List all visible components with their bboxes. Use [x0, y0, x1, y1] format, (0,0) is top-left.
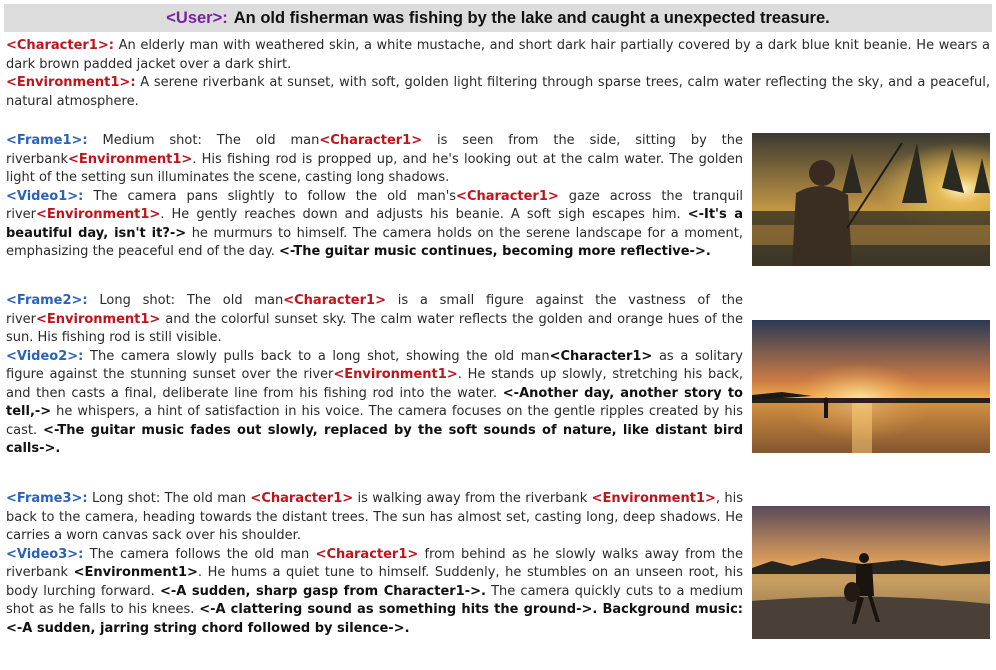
- video-3-sound-cue: <-A clattering sound as something hits the ground->. Background music: <-A sudden, jarring string chord followed by silence->.: [6, 602, 743, 636]
- frame-2-description: [6, 292, 743, 348]
- frame-3-text-c: , his back to the camera, heading towards the distant trees. The sun has almost set, casting long, deep shadows. He carries a worn canvas sack over his shoulder.: [6, 491, 744, 543]
- frame-2-text-a: Long shot: The old man: [87, 293, 284, 308]
- environment-tag: <Environment1>: [67, 151, 193, 167]
- video-2-description: [6, 348, 743, 459]
- environment-definition: [6, 74, 990, 111]
- definitions-block: [6, 37, 990, 111]
- frame-2-label: <Frame2>:: [6, 293, 88, 308]
- video-3-text-b: from behind as he slowly walks away from the riverbank: [6, 546, 743, 580]
- character-tag: <Character1>: [250, 491, 354, 506]
- frame-2-text-c: and the colorful sunset sky. The calm water reflects the golden and orange hues of the sun. His fishing rod is still visible.: [6, 311, 743, 345]
- video-3-text-d: The camera quickly cuts to a medium shot as he falls to his knees.: [6, 583, 744, 617]
- video-2-dialogue: <-Another day, another story to tell,->: [6, 385, 743, 419]
- user-prompt-text: An old fisherman was fishing by the lake and caught a unexpected treasure.: [233, 8, 830, 27]
- video-2-text-d: he whispers, a hint of satisfaction in his voice. The camera focuses on the gentle ripples created by his cast.: [6, 404, 743, 438]
- scene-3-text: [6, 490, 743, 638]
- frame-2-text-b: is a small figure against the vastness of the river: [6, 293, 743, 327]
- frame-1-text-a: Medium shot: The old man: [87, 133, 320, 148]
- environment-tag: <Environment1>: [591, 491, 716, 506]
- user-tag: <User>:: [166, 8, 228, 27]
- frame-1-label: <Frame1>:: [6, 133, 88, 148]
- character-tag: <Character1>: [549, 348, 653, 364]
- scene-1-text: [6, 132, 743, 262]
- video-1-description: [6, 188, 743, 262]
- video-1-music-cue: <-The guitar music continues, becoming more reflective->.: [279, 244, 711, 259]
- frame-1-image: [752, 133, 990, 266]
- character-tag: <Character1>: [283, 293, 386, 308]
- user-prompt-bar: [4, 4, 992, 32]
- environment-tag: <Environment1>: [73, 565, 198, 580]
- frame-3-text-b: is walking away from the riverbank: [353, 491, 592, 506]
- video-2-label: <Video2>:: [6, 348, 84, 364]
- video-1-text-d: he murmurs to himself. The camera holds on the serene landscape for a moment, emphasizing the peaceful end of the day.: [6, 225, 743, 259]
- video-1-label: <Video1>:: [6, 188, 84, 204]
- frame-1-description: [6, 132, 743, 188]
- environment-tag: <Environment1>: [36, 207, 161, 222]
- character-definition: [6, 37, 990, 74]
- video-1-text-a: The camera pans slightly to follow the old man's: [83, 188, 457, 204]
- environment-tag: <Environment1>: [333, 367, 458, 382]
- frame-3-image: [752, 506, 990, 639]
- frame-3-text-a: Long shot: The old man: [87, 491, 251, 506]
- video-3-description: [6, 546, 743, 639]
- video-2-music-cue: <-The guitar music fades out slowly, replaced by the soft sounds of nature, like distant bird calls->.: [6, 422, 743, 456]
- scene-2-text: [6, 292, 743, 459]
- environment-description: A serene riverbank at sunset, with soft, golden light filtering through sparse trees, calm water reflecting the sky, and a peaceful, natural atmosphere.: [6, 75, 990, 109]
- video-2-text-b: as a solitary figure against the stunning sunset over the river: [6, 348, 743, 382]
- character-tag: <Character1>: [456, 188, 559, 204]
- environment-tag: <Environment1>: [36, 311, 161, 327]
- character-label: <Character1>:: [6, 38, 114, 53]
- video-3-label: <Video3>:: [6, 546, 84, 562]
- environment-label: <Environment1>:: [6, 75, 136, 90]
- video-3-dialogue: <-A sudden, sharp gasp from Character1->.: [159, 583, 486, 599]
- frame-2-image: [752, 320, 990, 453]
- video-1-dialogue: <-It's a beautiful day, isn't it?->: [6, 207, 743, 241]
- video-1-text-b: gaze across the tranquil river: [6, 188, 743, 222]
- character-description: An elderly man with weathered skin, a white mustache, and short dark hair partially covered by a dark blue knit beanie. He wears a dark brown padded jacket over a dark shirt.: [6, 38, 990, 72]
- frame-1-text-b: is seen from the side, sitting by the riverbank: [6, 133, 743, 167]
- video-3-text-c: . He hums a quiet tune to himself. Suddenly, he stumbles on an unseen root, his body lurching forward.: [6, 565, 743, 599]
- frame-1-text-c: . His fishing rod is propped up, and he's looking out at the calm water. The golden light of the setting sun illuminates the scene, casting long shadows.: [6, 151, 743, 185]
- frame-3-label: <Frame3>:: [6, 491, 88, 506]
- frame-3-description: [6, 490, 743, 546]
- video-1-text-c: . He gently reaches down and adjusts his beanie. A soft sigh escapes him.: [160, 207, 688, 222]
- character-tag: <Character1>: [319, 133, 423, 148]
- video-2-text-c: . He stands up slowly, stretching his back, and then casts a final, deliberate line from his fishing rod into the water.: [6, 367, 744, 401]
- video-3-text-a: The camera follows the old man: [83, 546, 316, 562]
- video-2-text-a: The camera slowly pulls back to a long shot, showing the old man: [83, 348, 550, 364]
- character-tag: <Character1>: [315, 546, 419, 562]
